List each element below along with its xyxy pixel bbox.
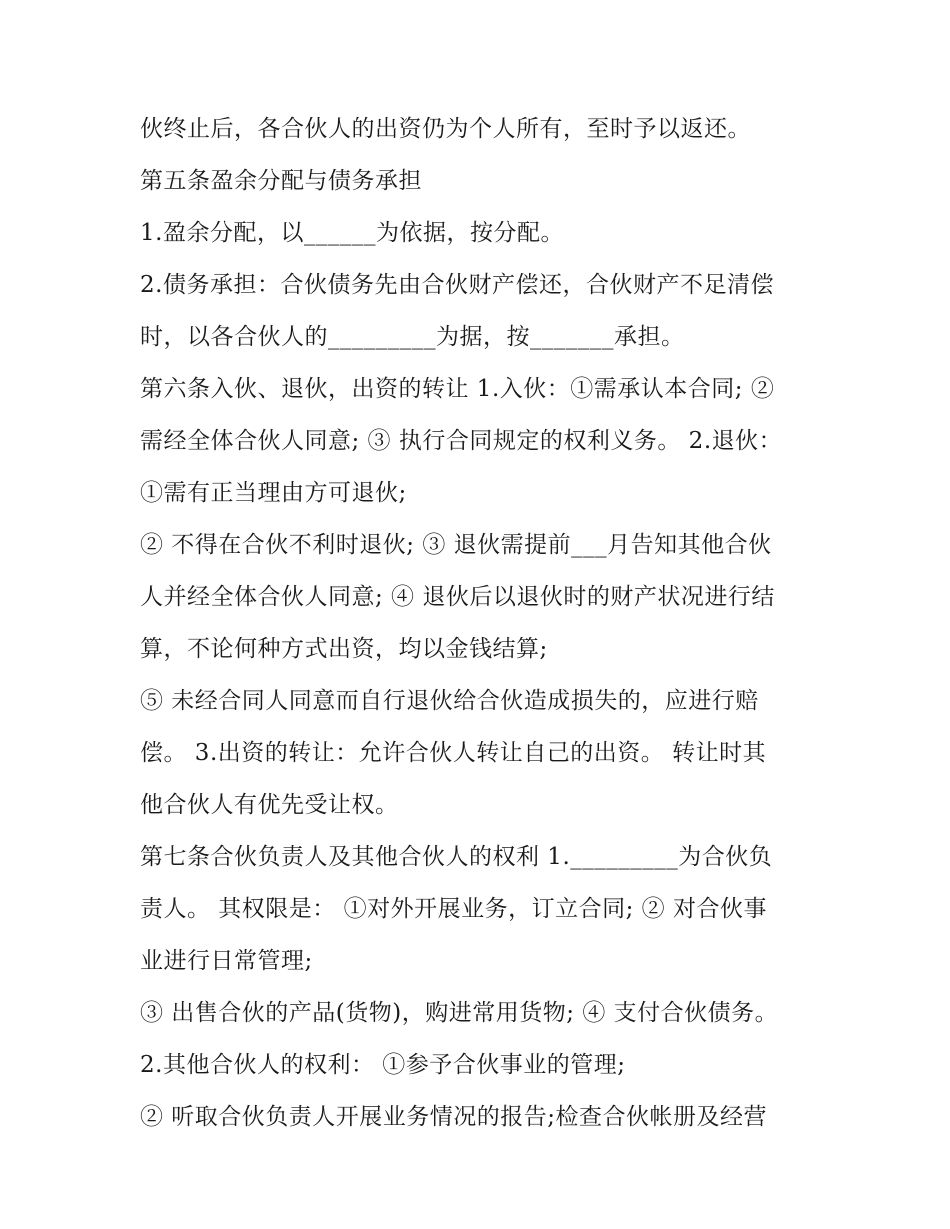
document-body bbox=[140, 103, 820, 1143]
text-line: 责人。 其权限是： ①对外开展业务，订立合同; ② 对合伙事 bbox=[140, 896, 767, 922]
text-line: 2.债务承担：合伙债务先由合伙财产偿还，合伙财产不足清偿 bbox=[140, 272, 774, 298]
text-line: 需经全体合伙人同意; ③ 执行合同规定的权利义务。 2.退伙： bbox=[140, 428, 783, 454]
text-line: 时，以各合伙人的_________为据，按_______承担。 bbox=[140, 324, 685, 350]
text-line: ⑤ 未经合同人同意而自行退伙给合伙造成损失的，应进行赔 bbox=[140, 688, 759, 714]
text-line: ①需有正当理由方可退伙; bbox=[140, 480, 407, 506]
text-line: 他合伙人有优先受让权。 bbox=[140, 792, 399, 818]
text-line: 偿。 3.出资的转让：允许合伙人转让自己的出资。 转让时其 bbox=[140, 740, 767, 766]
text-line: 算，不论何种方式出资，均以金钱结算; bbox=[140, 636, 548, 662]
text-line: ③ 出售合伙的产品(货物)，购进常用货物; ④ 支付合伙债务。 bbox=[140, 1000, 779, 1026]
text-line: 人并经全体合伙人同意; ④ 退伙后以退伙时的财产状况进行结 bbox=[140, 584, 775, 610]
text-line: 业进行日常管理; bbox=[140, 948, 313, 974]
section-heading-article-7: 第七条合伙负责人及其他合伙人的权利 1._________为合伙负 bbox=[140, 844, 773, 870]
text-line: 2.其他合伙人的权利： ①参予合伙事业的管理; bbox=[140, 1052, 626, 1078]
section-heading-article-5: 第五条盈余分配与债务承担 bbox=[140, 168, 422, 194]
section-heading-article-6: 第六条入伙、退伙，出资的转让 1.入伙：①需承认本合同; ② bbox=[140, 376, 775, 402]
text-line: 伙终止后，各合伙人的出资仍为个人所有，至时予以返还。 bbox=[140, 116, 751, 142]
text-line: ② 听取合伙负责人开展业务情况的报告;检查合伙帐册及经营 bbox=[140, 1104, 768, 1130]
text-line: 1.盈余分配，以______为依据，按分配。 bbox=[140, 220, 564, 246]
text-line: ② 不得在合伙不利时退伙; ③ 退伙需提前___月告知其他合伙 bbox=[140, 532, 772, 558]
